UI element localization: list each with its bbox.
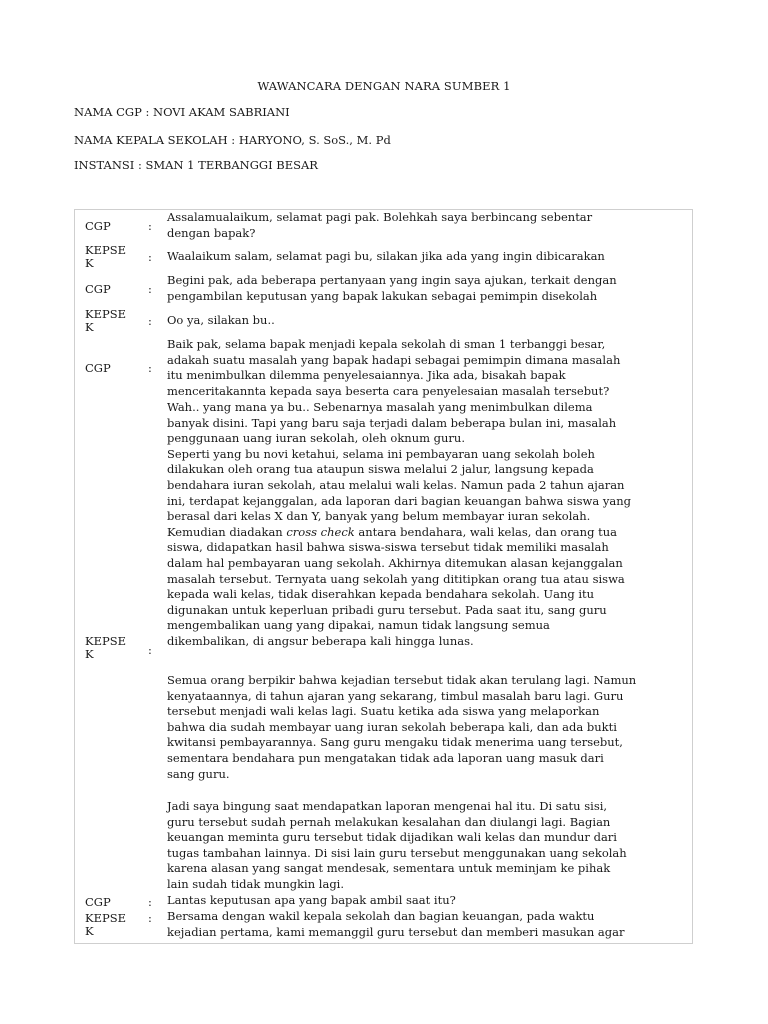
- cgp-name-line: NAMA CGP : NOVI AKAM SABRIANI: [74, 105, 290, 119]
- separator-colon: :: [148, 911, 152, 925]
- italic-term: cross check: [286, 524, 355, 539]
- separator-colon: :: [148, 219, 152, 233]
- dialog-text: Begini pak, ada beberapa pertanyaan yang ingin saya ajukan, terkait dengan pengambilan keputusan yang bapak lakukan sebagai pemimpin disekolah: [167, 273, 617, 303]
- dialog-text: Lantas keputusan apa yang bapak ambil saat itu?: [167, 893, 456, 907]
- speaker-label: CGP: [85, 895, 111, 909]
- dialog-text-part: antara bendahara, wali kelas, dan orang tua siswa, didapatkan hasil bahwa siswa-siswa tersebut tidak memiliki masalah dalam hal pembayaran uang sekolah. Akhirnya ditemukan alasan kejanggalan masalah tersebut. Ternyata uang sekolah yang dititipkan orang tua atau siswa kepada wali kelas, tidak diserahkan kepada bendahara sekolah. Uang itu digunakan untuk keperluan pribadi guru tersebut. Pada saat itu, sang guru mengembalikan uang yang dipakai, namun tidak langsung semua dikembalikan, di angsur beberapa kali hingga lunas.: [167, 524, 625, 648]
- dialog-text-paragraph: Semua orang berpikir bahwa kejadian tersebut tidak akan terulang lagi. Namun kenyataannya, di tahun ajaran yang sekarang, timbul masalah baru lagi. Guru tersebut menjadi wali kelas lagi. Suatu ketika ada siswa yang melaporkan bahwa dia sudah membayar uang iuran sekolah beberapa kali, dan ada bukti kwitansi pembayarannya. Sang guru mengaku tidak menerima uang tersebut, sementara bendahara pun mengatakan tidak ada laporan uang masuk dari sang guru.: [167, 673, 637, 781]
- speaker-label: CGP: [85, 361, 111, 375]
- principal-name-line: NAMA KEPALA SEKOLAH : HARYONO, S. SoS., M. Pd: [74, 133, 391, 147]
- speaker-label: KEPSE K: [85, 307, 126, 334]
- separator-colon: :: [148, 250, 152, 264]
- separator-colon: :: [148, 282, 152, 296]
- dialog-text: Oo ya, silakan bu..: [167, 313, 275, 327]
- separator-colon: :: [148, 361, 152, 375]
- dialog-text: Waalaikum salam, selamat pagi bu, silakan jika ada yang ingin dibicarakan: [167, 249, 605, 263]
- speaker-label: CGP: [85, 282, 111, 296]
- speaker-label: KEPSE K: [85, 243, 126, 270]
- separator-colon: :: [148, 314, 152, 328]
- dialog-text: [167, 400, 685, 650]
- separator-colon: :: [148, 895, 152, 909]
- separator-colon: :: [148, 643, 152, 657]
- dialog-text: Assalamualaikum, selamat pagi pak. Bolehkah saya berbincang sebentar dengan bapak?: [167, 210, 593, 240]
- speaker-label: KEPSE K: [85, 634, 126, 661]
- speaker-label: CGP: [85, 219, 111, 233]
- dialog-text: Baik pak, selama bapak menjadi kepala sekolah di sman 1 terbanggi besar, adakah suatu masalah yang bapak hadapi sebagai pemimpin dimana masalah itu menimbulkan dilemma penyelesaiannya. Jika ada, bisakah bapak menceritakannta kepada saya beserta cara penyelesaian masalah tersebut?: [167, 337, 621, 398]
- dialog-text-part: Wah.. yang mana ya bu.. Sebenarnya masalah yang menimbulkan dilema banyak disini. Tapi yang baru saja terjadi dalam beberapa bulan ini, masalah penggunaan uang iuran sekolah, oleh oknum guru. Seperti yang bu novi ketahui, selama ini pembayaran uang sekolah boleh dilakukan oleh orang tua ataupun siswa melalui 2 jalur, langsung kepada bendahara iuran sekolah, atau melalui wali kelas. Namun pada 2 tahun ajaran ini, terdapat kejanggalan, ada laporan dari bagian keuangan bahwa siswa yang berasal dari kelas X dan Y, banyak yang belum membayar iuran sekolah. Kemudian diadakan: [167, 400, 631, 539]
- institution-line: INSTANSI : SMAN 1 TERBANGGI BESAR: [74, 158, 318, 172]
- document-title: WAWANCARA DENGAN NARA SUMBER 1: [257, 79, 511, 93]
- speaker-label: KEPSE K: [85, 911, 126, 938]
- dialog-text-paragraph: Jadi saya bingung saat mendapatkan laporan mengenai hal itu. Di satu sisi, guru tersebut sudah pernah melakukan kesalahan dan diulangi lagi. Bagian keuangan meminta guru tersebut tidak dijadikan wali kelas dan mundur dari tugas tambahan lainnya. Di sisi lain guru tersebut menggunakan uang sekolah karena alasan yang sangat mendesak, sementara untuk meminjam ke pihak lain sudah tidak mungkin lagi.: [167, 799, 627, 891]
- dialog-text: Bersama dengan wakil kepala sekolah dan bagian keuangan, pada waktu kejadian pertama, kami memanggil guru tersebut dan memberi masukan agar: [167, 909, 625, 939]
